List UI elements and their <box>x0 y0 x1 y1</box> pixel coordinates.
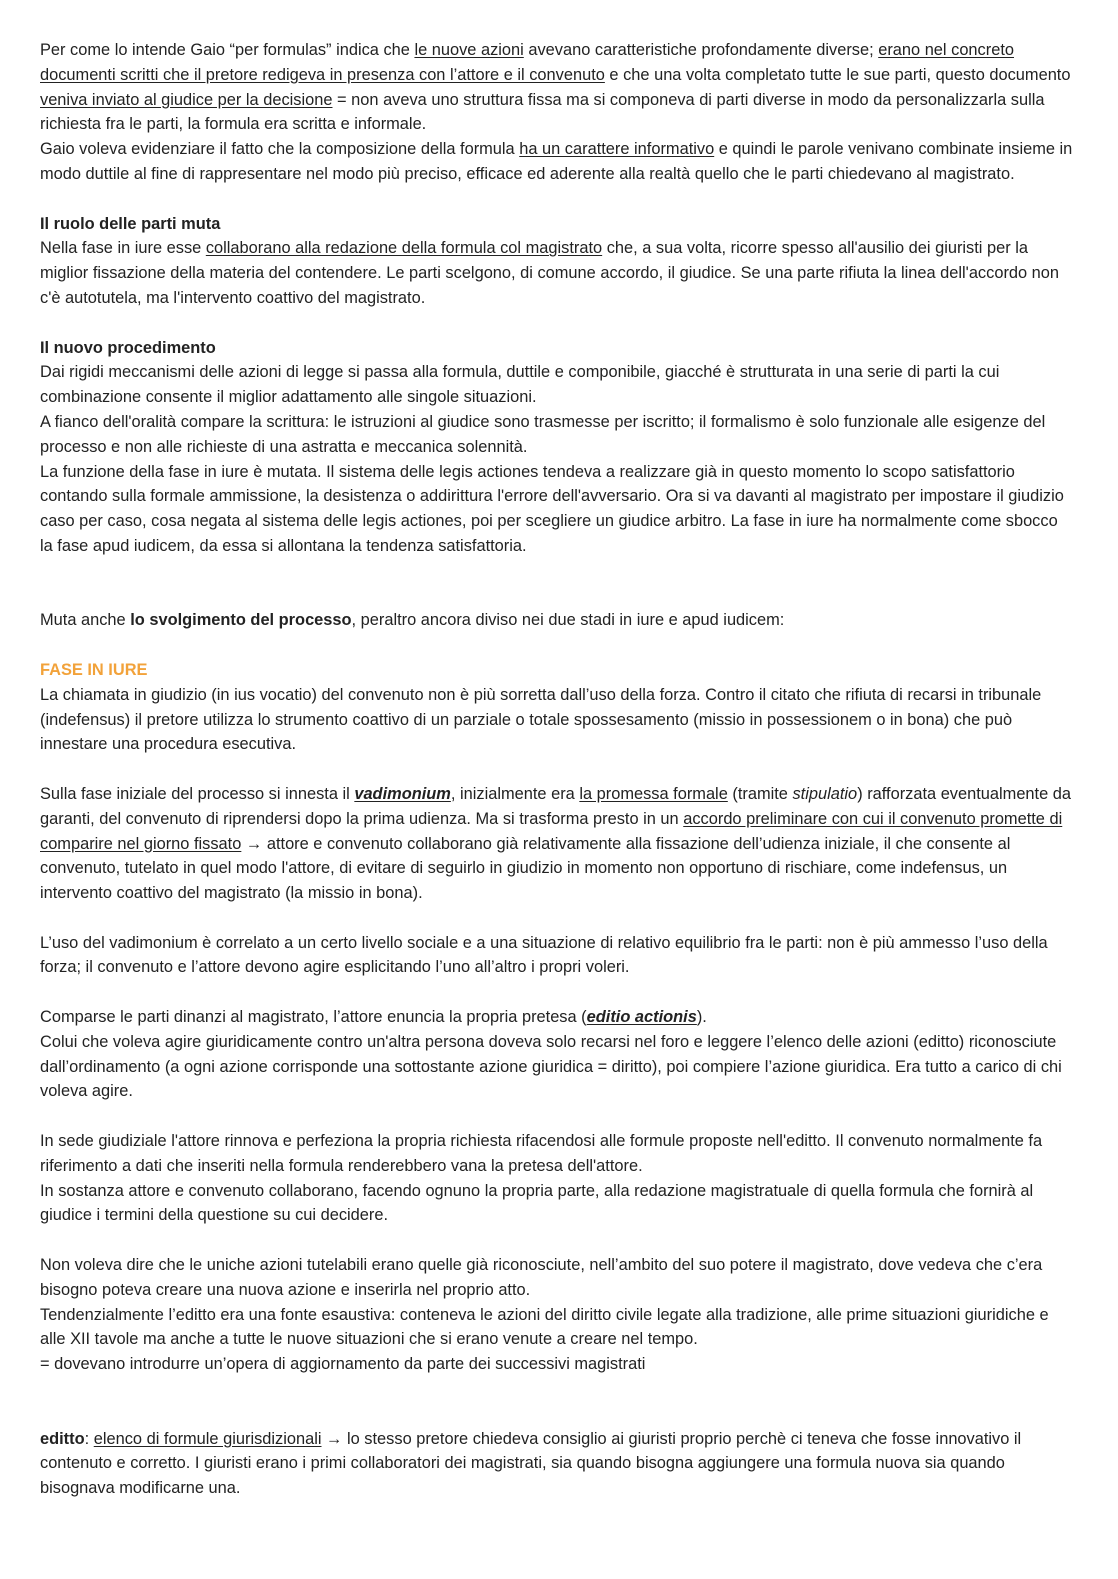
paragraph-chiamata-giudizio: La chiamata in giudizio (in ius vocatio) del convenuto non è più sorretta dall’uso della forza. Contro il citato che rifiuta di recarsi in tribunale (indefensus) il pretore utilizza lo strumento coattivo di un parziale o totale spossesamento (missio in possessionem o in bona) che può innestare una procedura esecutiva. <box>40 685 1042 754</box>
paragraph-comparse-parti: Comparse le parti dinanzi al magistrato, l’attore enuncia la propria pretesa (editio actionis). <box>40 1008 707 1027</box>
paragraph-aggiornamento: = dovevano introdurre un’opera di aggiornamento da parte dei successivi magistrati <box>40 1355 646 1374</box>
heading-nuovo-procedimento: Il nuovo procedimento <box>40 338 216 357</box>
paragraph-tendenzialmente: Tendenzialmente l’editto era una fonte esaustiva: conteneva le azioni del diritto civile legate alla tradizione, alle prime situazioni giuridiche e alle XII tavole ma anche a tutte le nuove situazioni che si erano venute a creare nel tempo. <box>40 1305 1049 1349</box>
heading-ruolo-parti: Il ruolo delle parti muta <box>40 214 221 233</box>
paragraph-ruolo-parti: Nella fase in iure esse collaborano alla redazione della formula col magistrato che, a sua volta, ricorre spesso all'ausilio dei giuristi per la miglior fissazione della materia del contendere. Le parti scelgono, di comune accordo, il giudice. Se una parte rifiuta la linea dell'accordo non c'è autotutela, ma l'intervento coattivo del magistrato. <box>40 239 1060 307</box>
paragraph-per-formulas: Per come lo intende Gaio “per formulas” indica che le nuove azioni avevano caratteristiche profondamente diverse; erano nel concreto documenti scritti che il pretore redigeva in presenza con l’attore e il convenuto e che una volta completato tutte le sue parti, questo documento veniva inviato al giudice per la decisione = non aveva uno struttura fissa ma si componeva di parti diverse in modo da personalizzarla sulla richiesta fra le parti, la formula era scritta e informale. <box>40 41 1071 134</box>
heading-fase-in-iure: FASE IN IURE <box>40 660 148 679</box>
paragraph-muta-svolgimento: Muta anche lo svolgimento del processo, peraltro ancora diviso nei due stadi in iure e apud iudicem: <box>40 611 785 630</box>
paragraph-gaio: Gaio voleva evidenziare il fatto che la composizione della formula ha un carattere informativo e quindi le parole venivano combinate insieme in modo duttile al fine di rappresentare nel modo più preciso, efficace ed aderente alla realtà quello che le parti chiedevano al magistrato. <box>40 140 1073 183</box>
paragraph-vadimonium: Sulla fase iniziale del processo si innesta il vadimonium, inizialmente era la promessa formale (tramite stipulatio) rafforzata eventualmente da garanti, del convenuto di riprendersi dopo la prima udienza. Ma si trasforma presto in un accordo preliminare con cui il convenuto promette di comparire nel giorno fissato → attore e convenuto collaborano già relativamente alla fissazione dell’udienza iniziale, il che consente al convenuto, tutelato in quel modo l'attore, di evitare di seguirlo in giudizio in momento non opportuno di rischiare, come indefensus, un intervento coattivo del magistrato (la missio in bona). <box>40 784 1072 903</box>
paragraph-funzione-fase: La funzione della fase in iure è mutata. Il sistema delle legis actiones tendeva a realizzare già in questo momento lo scopo satisfattorio contando sulla formale ammissione, la desistenza o addirittura l'errore dell'avversario. Ora si va davanti al magistrato per impostare il giudizio caso per caso, cosa negata al sistema delle legis actiones, poi per scegliere un giudice arbitro. La fase in iure ha normalmente come sbocco la fase apud iudicem, da essa si allontana la tendenza satisfattoria. <box>40 462 1064 555</box>
document-page <box>40 38 1074 1501</box>
paragraph-oralita: A fianco dell'oralità compare la scrittura: le istruzioni al giudice sono trasmesse per iscritto; il formalismo è solo funzionale alle esigenze del processo e non alle richieste di una astratta e meccanica solennità. <box>40 412 1046 456</box>
paragraph-colui: Colui che voleva agire giuridicamente contro un'altra persona doveva solo recarsi nel foro e leggere l’elenco delle azioni (editto) riconosciute dall’ordinamento (a ogni azione corrisponde una sottostante azione giuridica = diritto), poi compiere l’azione giuridica. Era tutto a carico di chi voleva agire. <box>40 1032 1062 1101</box>
paragraph-non-voleva: Non voleva dire che le uniche azioni tutelabili erano quelle già riconosciute, nell’ambito del suo potere il magistrato, dove vedeva che c’era bisogno poteva creare una nuova azione e inserirla nel proprio atto. <box>40 1256 1043 1299</box>
paragraph-editto: editto: elenco di formule giurisdizionali → lo stesso pretore chiedeva consiglio ai giuristi proprio perchè ci teneva che fosse innovativo il contenuto e corretto. I giuristi erano i primi collaboratori dei magistrati, sia quando bisogna aggiungere una formula nuova sia quando bisognava modificarne una. <box>40 1429 1022 1498</box>
paragraph-rigidi-meccanismi: Dai rigidi meccanismi delle azioni di legge si passa alla formula, duttile e componibile, giacché è strutturata in una serie di parti la cui combinazione consente il miglior adattamento alle singole situazioni. <box>40 363 1000 407</box>
paragraph-in-sostanza: In sostanza attore e convenuto collaborano, facendo ognuno la propria parte, alla redazione magistratuale di quella formula che fornirà al giudice i termini della questione su cui decidere. <box>40 1181 1034 1225</box>
paragraph-sede-giudiziale: In sede giudiziale l'attore rinnova e perfeziona la propria richiesta rifacendosi alle formule proposte nell'editto. Il convenuto normalmente fa riferimento a dati che inseriti nella formula renderebbero vana la pretesa dell'attore. <box>40 1132 1043 1175</box>
paragraph-uso-vadimonium: L’uso del vadimonium è correlato a un certo livello sociale e a una situazione di relativo equilibrio fra le parti: non è più ammesso l’uso della forza; il convenuto e l’attore devono agire esplicitando l’uno all’altro i propri voleri. <box>40 933 1048 977</box>
